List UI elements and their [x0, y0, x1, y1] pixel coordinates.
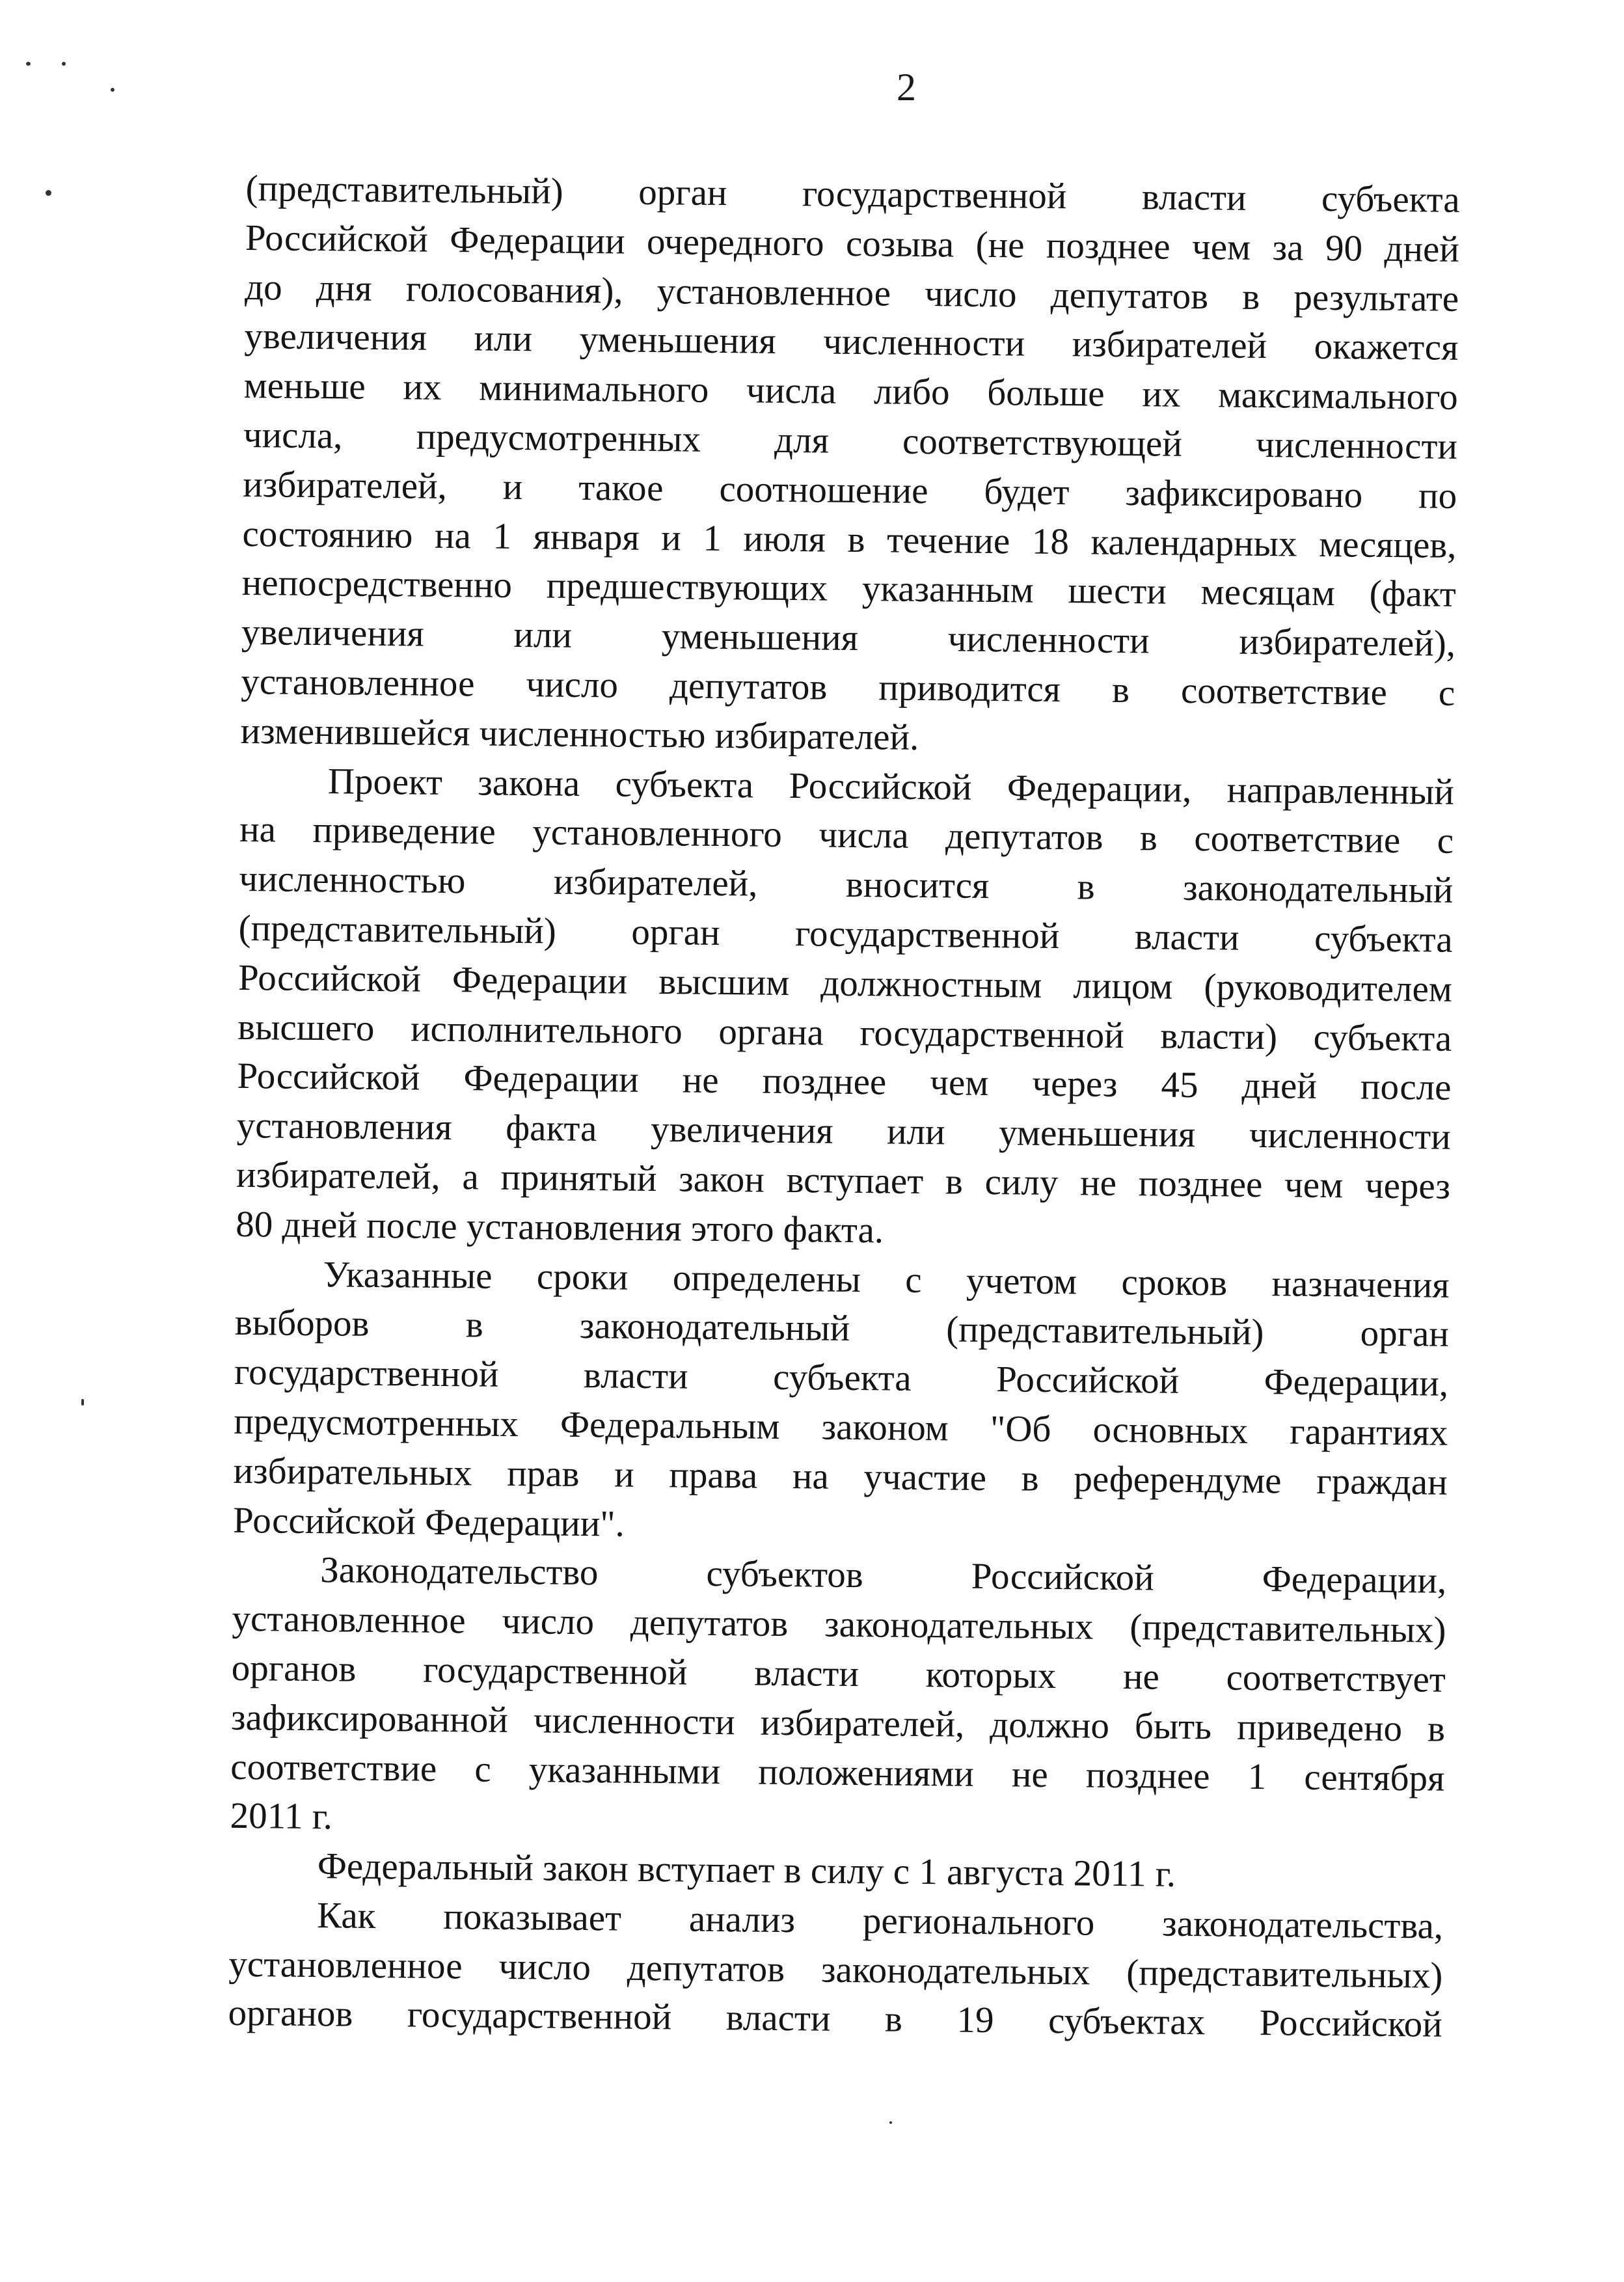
text-line: Указанные сроки определены с учетом сроков назначения — [323, 1253, 1450, 1306]
text-line: 2011 г. — [230, 1795, 333, 1838]
text-line: Российской Федерации очередного созыва (не позднее чем за 90 дней — [245, 217, 1460, 270]
paragraph — [230, 1545, 1446, 1853]
text-line: численностью избирателей, вносится в законодательный — [239, 858, 1454, 912]
page-number: 2 — [897, 66, 916, 109]
text-line: избирателей, а принятый закон вступает в силу не позднее чем через — [236, 1154, 1451, 1207]
text-line: до дня голосования), установленное число депутатов в результате — [244, 266, 1459, 319]
text-line: 80 дней после установления этого факта. — [236, 1203, 884, 1251]
text-line: установления факта увеличения или уменьшения численности — [236, 1105, 1452, 1158]
text-line: меньше их минимального числа либо больше их максимального — [243, 365, 1458, 418]
text-line: Российской Федерации не позднее чем через 45 дней после — [237, 1055, 1452, 1109]
text-line: государственной власти субъекта Российской Федерации, — [234, 1352, 1449, 1404]
text-line: предусмотренных Федеральным законом "Об основных гарантиях — [234, 1400, 1448, 1454]
text-line: увеличения или уменьшения численности избирателей), — [241, 612, 1456, 665]
paragraph — [233, 1249, 1450, 1556]
scan-speck — [62, 62, 66, 66]
paragraph — [240, 164, 1460, 767]
text-line: зафиксированной численности избирателей, должно быть приведено в — [230, 1696, 1446, 1750]
text-line: Законодательство субъектов Российской Федерации, — [319, 1549, 1447, 1602]
text-line: Проект закона субъекта Российской Федерации, направленный — [327, 760, 1455, 813]
text-line: изменившейся численностью избирателей. — [240, 710, 919, 758]
text-line: Как показывает анализ регионального законодательства, — [316, 1895, 1444, 1947]
text-line: выборов в законодательный (представительный) орган — [234, 1302, 1450, 1355]
text-line: установленное число депутатов приводится в соответствие с — [241, 660, 1455, 714]
text-line: состоянию на 1 января и 1 июля в течение 18 календарных месяцев, — [242, 513, 1457, 566]
text-line: избирателей, и такое соотношение будет зафиксировано по — [242, 463, 1457, 517]
text-line: Российской Федерации". — [232, 1499, 625, 1545]
text-line: установленное число депутатов законодательных (представительных) — [232, 1598, 1446, 1651]
document-body — [228, 164, 1460, 2050]
scan-speck — [46, 190, 51, 196]
scan-speck — [889, 2121, 892, 2124]
scan-speck — [111, 88, 115, 92]
text-line: избирательных прав и права на участие в референдуме граждан — [233, 1450, 1448, 1503]
scan-speck — [81, 1399, 84, 1406]
text-line: Федеральный закон вступает в силу с 1 августа 2011 г. — [317, 1845, 1176, 1895]
scan-speck — [26, 62, 31, 66]
text-line: непосредственно предшествующих указанным шести месяцам (факт — [241, 562, 1457, 616]
text-line: на приведение установленного числа депутатов в соответствие с — [239, 809, 1454, 862]
text-line: органов государственной власти в 19 субъектах Российской — [228, 1992, 1442, 2046]
text-line: органов государственной власти которых не соответствует — [231, 1647, 1446, 1700]
text-line: высшего исполнительного органа государственной власти) субъекта — [237, 1006, 1452, 1059]
text-line: числа, предусмотренных для соответствующей численности — [243, 414, 1458, 467]
paragraph — [236, 756, 1454, 1261]
text-line: (представительный) орган государственной власти субъекта — [238, 907, 1453, 960]
text-line: соответствие с указанными положениями не позднее 1 сентября — [230, 1746, 1445, 1799]
text-line: Российской Федерации высшим должностным лицом (руководителем — [237, 957, 1453, 1010]
text-line: увеличения или уменьшения численности избирателей окажется — [244, 316, 1459, 369]
text-line: установленное число депутатов законодательных (представительных) — [228, 1943, 1443, 1996]
paragraph — [228, 1890, 1443, 2050]
text-line: (представительный) орган государственной власти субъекта — [245, 167, 1460, 221]
